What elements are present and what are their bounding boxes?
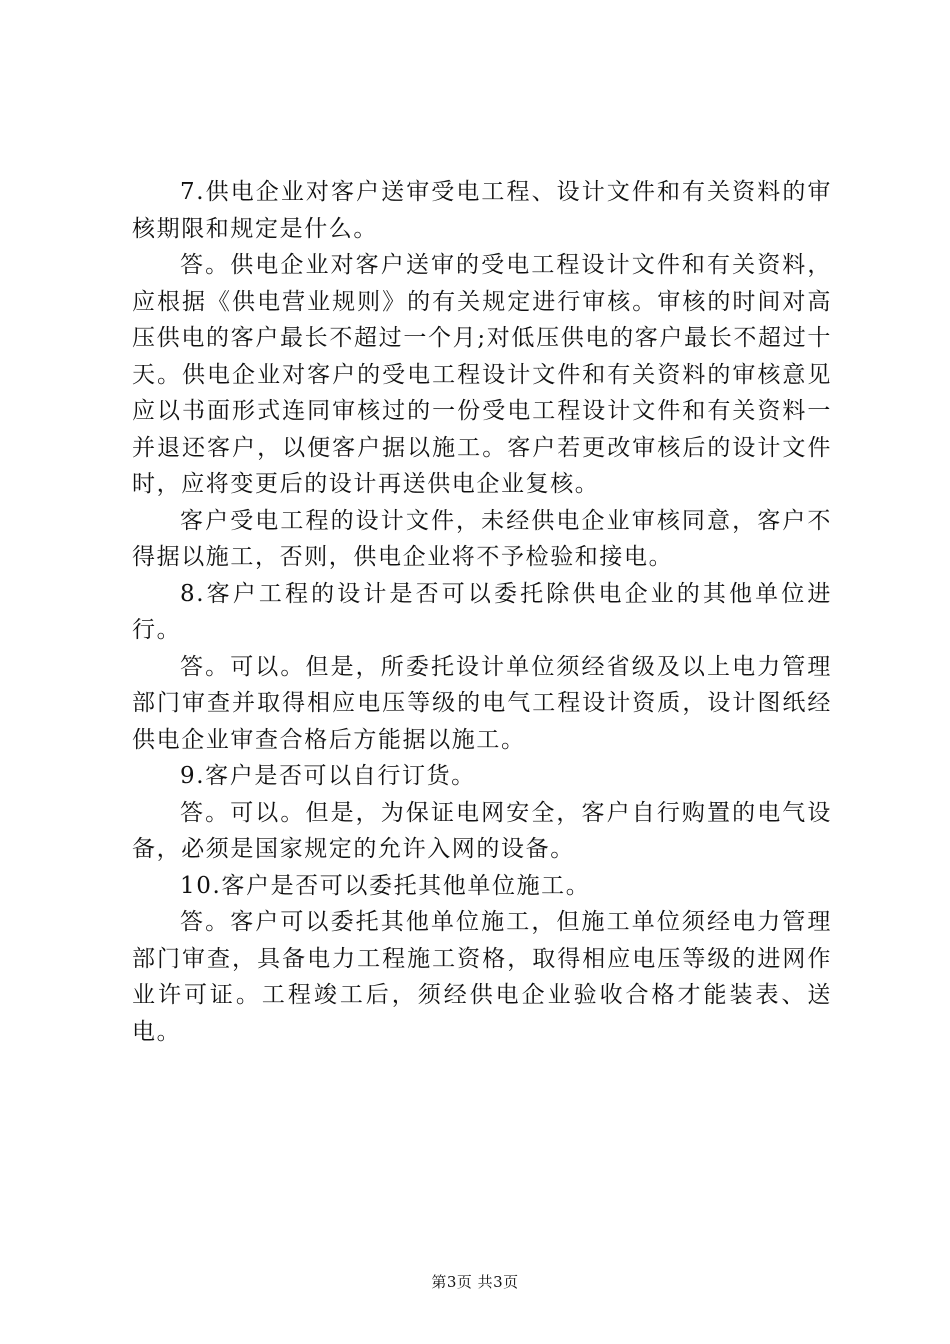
- question-8: 8.客户工程的设计是否可以委托除供电企业的其他单位进行。: [132, 580, 832, 643]
- page-number-footer: 第3页 共3页: [431, 1273, 519, 1291]
- answer-7: 答。供电企业对客户送审的受电工程设计文件和有关资料，应根据《供电营业规则》的有关规定进行审核。审核的时间对高压供电的客户最长不超过一个月;对低压供电的客户最长不超过十天。供电企业对客户的受电工程设计文件和有关资料的审核意见应以书面形式连同审核过的一份受电工程设计文件和有关资料一并退还客户，以便客户据以施工。客户若更改审核后的设计文件时，应将变更后的设计再送供电企业复核。: [132, 252, 832, 497]
- answer-8: 答。可以。但是，所委托设计单位须经省级及以上电力管理部门审查并取得相应电压等级的电气工程设计资质，设计图纸经供电企业审查合格后方能据以施工。: [132, 653, 832, 753]
- answer-9: 答。可以。但是，为保证电网安全，客户自行购置的电气设备，必须是国家规定的允许入网的设备。: [132, 799, 832, 862]
- question-10: 10.客户是否可以委托其他单位施工。: [180, 872, 591, 899]
- question-7: 7.供电企业对客户送审受电工程、设计文件和有关资料的审核期限和规定是什么。: [132, 179, 832, 242]
- question-9: 9.客户是否可以自行订货。: [180, 763, 476, 789]
- answer-7-note: 客户受电工程的设计文件，未经供电企业审核同意，客户不得据以施工，否则，供电企业将不予检验和接电。: [132, 507, 832, 570]
- document-body: [132, 174, 832, 1050]
- answer-10: 答。客户可以委托其他单位施工，但施工单位须经电力管理部门审查，具备电力工程施工资格，取得相应电压等级的进网作业许可证。工程竣工后，须经供电企业验收合格才能装表、送电。: [132, 909, 832, 1045]
